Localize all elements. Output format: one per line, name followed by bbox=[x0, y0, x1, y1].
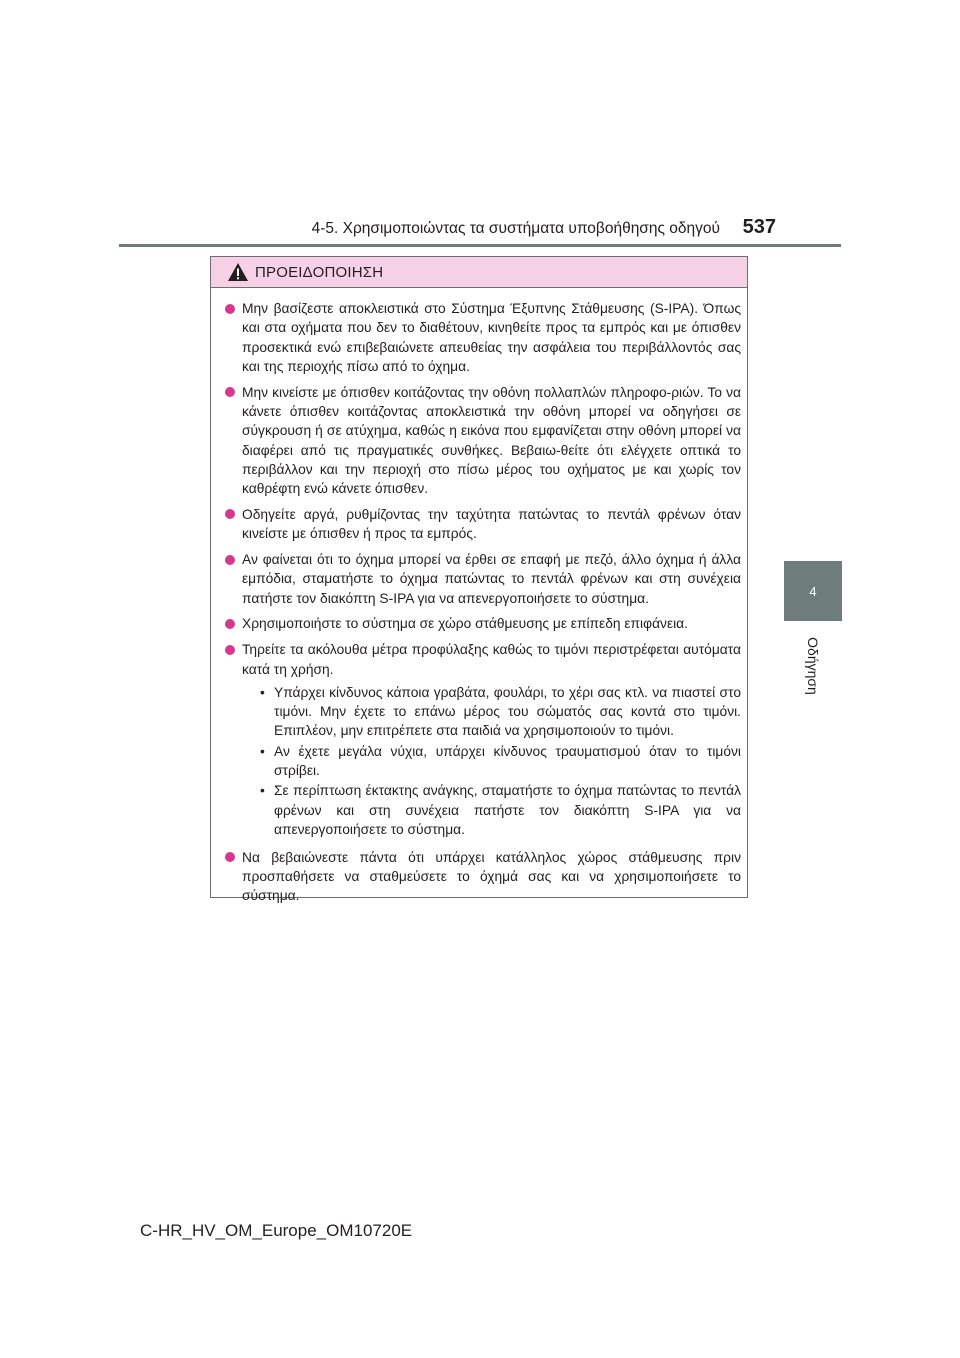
warning-subitem-text: Σε περίπτωση έκτακτης ανάγκης, σταματήστε το όχημα πατώντας το πεντάλ φρένων και στη συνέχεια πατήστε τον διακόπτη S-IPA για να απενεργοποιήσετε το σύστημα. bbox=[274, 783, 741, 837]
chapter-label-box bbox=[784, 626, 842, 706]
warning-list bbox=[211, 288, 747, 906]
bullet-icon bbox=[225, 387, 235, 397]
warning-subitem-list bbox=[242, 683, 741, 839]
warning-item bbox=[225, 383, 741, 499]
warning-subitem bbox=[260, 781, 741, 839]
warning-triangle-icon bbox=[227, 262, 249, 282]
warning-item-content bbox=[242, 383, 741, 499]
warning-item-text: Τηρείτε τα ακόλουθα μέτρα προφύλαξης καθώς το τιμόνι περιστρέφεται αυτόματα κατά τη χρήση. bbox=[242, 642, 741, 677]
bullet-icon bbox=[225, 555, 235, 565]
bullet-icon bbox=[225, 619, 235, 629]
warning-item bbox=[225, 505, 741, 544]
warning-item-text: Αν φαίνεται ότι το όχημα μπορεί να έρθει σε επαφή με πεζό, άλλο όχημα ή άλλα εμπόδια, σταματήστε το όχημα πατώντας το πεντάλ φρένων και στη συνέχεια πατήστε τον διακόπτη S-IPA για να απενεργοποιήσετε το σύστημα. bbox=[242, 552, 741, 606]
warning-subitem bbox=[260, 683, 741, 741]
bullet-icon bbox=[225, 304, 235, 314]
section-title: 4-5. Χρησιμοποιώντας τα συστήματα υποβοήθησης οδηγού bbox=[311, 220, 720, 237]
document-code: C-HR_HV_OM_Europe_OM10720E bbox=[140, 1221, 413, 1240]
warning-item-text: Μην κινείστε με όπισθεν κοιτάζοντας την οθόνη πολλαπλών πληροφο-ριών. Το να κάνετε όπισθεν κοιτάζοντας αποκλειστικά την οθόνη μπορεί να οδηγήσει σε σύγκρουση ή σε ατύχημα, καθώς η εικόνα που εμφανίζεται στην οθόνη μπορεί να διαφέρει από τις πραγματικές συνθήκες. Βεβαιω-θείτε ότι ελέγχετε οπτικά το περιβάλλον και την περιοχή στο πίσω μέρος του οχήματος με και χωρίς τον καθρέφτη ενώ κάνετε όπισθεν. bbox=[242, 384, 741, 497]
sub-bullet-icon: • bbox=[260, 743, 265, 759]
warning-item bbox=[225, 550, 741, 608]
warning-item bbox=[225, 299, 741, 376]
chapter-label: Οδήγηση bbox=[805, 637, 821, 695]
warning-subitem bbox=[260, 742, 741, 781]
chapter-number: 4 bbox=[809, 583, 817, 599]
bullet-icon bbox=[225, 509, 235, 519]
warning-item bbox=[225, 848, 741, 906]
warning-item bbox=[225, 640, 741, 841]
warning-item-text: Να βεβαιώνεστε πάντα ότι υπάρχει κατάλληλος χώρος στάθμευσης πριν προσπαθήσετε να σταθμεύσετε το όχημά σας και να χρησιμοποιήσετε το σύστημα. bbox=[242, 849, 741, 904]
page-number: 537 bbox=[742, 216, 776, 238]
warning-item-content bbox=[242, 640, 741, 841]
warning-item-text: Οδηγείτε αργά, ρυθμίζοντας την ταχύτητα πατώντας το πεντάλ φρένων όταν κινείστε με όπισθεν ή προς τα εμπρός. bbox=[242, 506, 741, 542]
sub-bullet-icon: • bbox=[260, 783, 265, 799]
warning-header bbox=[211, 257, 747, 288]
warning-item-content bbox=[242, 614, 741, 633]
bullet-icon bbox=[225, 852, 235, 862]
warning-item bbox=[225, 614, 741, 633]
sub-bullet-icon: • bbox=[260, 684, 265, 700]
warning-item-text: Μην βασίζεστε αποκλειστικά στο Σύστημα Έξυπνης Στάθμευσης (S-IPA). Όπως και στα οχήματα που δεν το διαθέτουν, κινηθείτε προς τα εμπρός και με όπισθεν προσεκτικά ενώ επιβεβαιώνετε απευθείας την ασφάλεια του περιβάλλοντός σας και της περιοχής πίσω από το όχημα. bbox=[242, 301, 741, 374]
warning-box bbox=[210, 256, 748, 904]
warning-item-content bbox=[242, 848, 741, 906]
bullet-icon bbox=[225, 645, 235, 655]
warning-item-text: Χρησιμοποιήστε το σύστημα σε χώρο στάθμευσης με επίπεδη επιφάνεια. bbox=[242, 616, 688, 632]
chapter-tab bbox=[784, 561, 842, 621]
warning-title: ΠΡΟΕΙΔΟΠΟΙΗΣΗ bbox=[255, 263, 384, 281]
warning-item-content bbox=[242, 505, 741, 544]
warning-subitem-text: Υπάρχει κίνδυνος κάποια γραβάτα, φουλάρι, το χέρι σας κτλ. να πιαστεί στο τιμόνι. Μην έχετε το επάνω μέρος του σώματός σας κοντά στο τιμόνι. Επιπλέον, μην επιτρέπετε στα παιδιά να χρησιμοποιούν το τιμόνι. bbox=[274, 684, 741, 739]
warning-subitem-text: Αν έχετε μεγάλα νύχια, υπάρχει κίνδυνος τραυματισμού όταν το τιμόνι στρίβει. bbox=[274, 743, 741, 779]
warning-item-content bbox=[242, 550, 741, 608]
header-divider bbox=[119, 244, 841, 247]
warning-item-content bbox=[242, 299, 741, 376]
